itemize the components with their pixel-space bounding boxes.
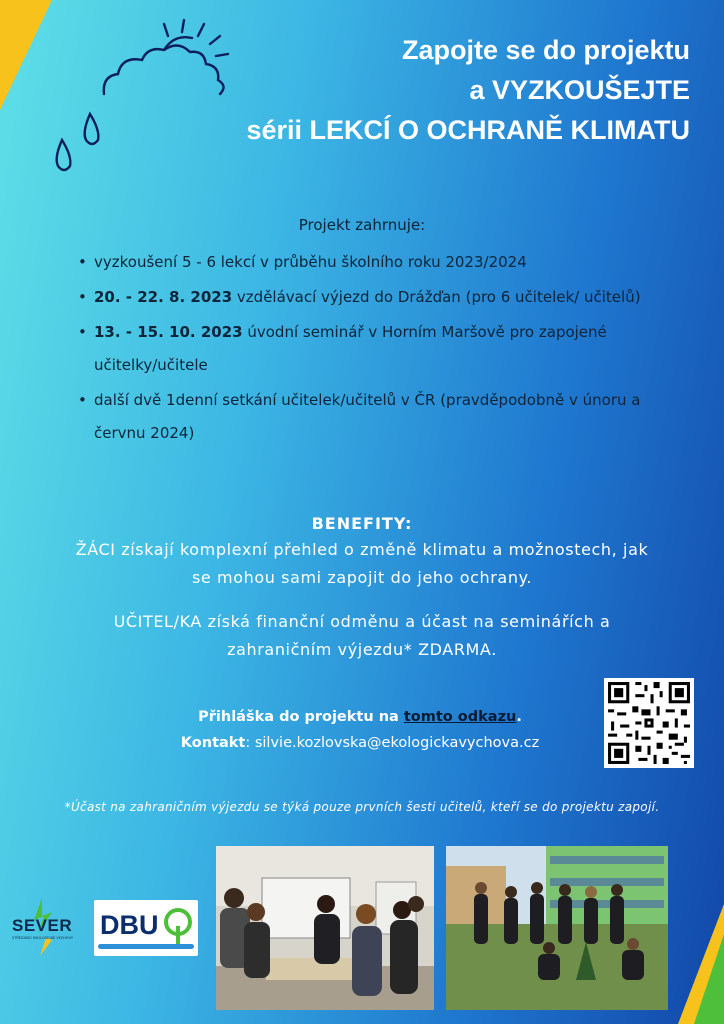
- list-item: • 20. - 22. 8. 2023 vzdělávací výjezd do Drážďan (pro 6 učitelek/ učitelů): [78, 281, 678, 314]
- title-line-1: Zapojte se do projektu: [401, 35, 690, 65]
- project-items-list: [78, 246, 678, 452]
- benefits-section: [0, 512, 724, 664]
- benefits-teachers: UČITEL/KA získá finanční odměnu a účast na seminářích a zahraničním výjezdu* ZDARMA.: [113, 612, 611, 659]
- corner-decoration-green: [694, 934, 724, 1024]
- benefits-heading: BENEFITY:: [311, 514, 413, 533]
- sever-logo: [12, 898, 84, 958]
- dbu-logo-wave: [98, 944, 194, 949]
- sun-cloud-rain-icon: [44, 14, 234, 184]
- contact-line: Kontakt: silvie.kozlovska@ekologickavychova.cz: [180, 735, 540, 751]
- sever-logo-subtext: STŘEDISKO EKOLOGICKÉ VÝCHOVY: [12, 936, 74, 940]
- qr-code-icon: [605, 679, 693, 767]
- photo-outdoor-group: [446, 846, 668, 1010]
- sever-logo-text: SEVER: [12, 916, 73, 935]
- list-item: • vyzkoušení 5 - 6 lekcí v průběhu školního roku 2023/2024: [78, 246, 678, 279]
- title-line-3: sérii LEKCÍ O OCHRANĚ KLIMATU: [246, 115, 690, 145]
- photo-classroom: [216, 846, 434, 1010]
- footnote: *Účast na zahraničním výjezdu se týká pouze prvních šesti učitelů, kteří se do projektu zapojí.: [64, 800, 660, 814]
- application-link[interactable]: tomto odkazu: [403, 709, 517, 725]
- benefits-students: ŽÁCI získají komplexní přehled o změně klimatu a možnostech, jak se mohou sami zapojit do jeho ochrany.: [75, 540, 649, 587]
- project-includes-heading: Projekt zahrnuje:: [298, 216, 426, 234]
- list-item: • 13. - 15. 10. 2023 úvodní seminář v Horním Maršově pro zapojené učitelky/učitele: [78, 316, 678, 382]
- application-line: Přihláška do projektu na tomto odkazu.: [198, 709, 522, 725]
- list-item: • další dvě 1denní setkání učitelek/učitelů v ČR (pravděpodobně v únoru a červnu 2024): [78, 384, 678, 450]
- dbu-logo-text: DBU: [100, 910, 159, 940]
- dbu-logo: [94, 900, 198, 956]
- title-line-2: a VYZKOUŠEJTE: [469, 75, 690, 105]
- page-title: [246, 30, 690, 150]
- contact-email[interactable]: : silvie.kozlovska@ekologickavychova.cz: [245, 735, 540, 751]
- qr-code[interactable]: [604, 678, 694, 768]
- application-block: [130, 704, 590, 756]
